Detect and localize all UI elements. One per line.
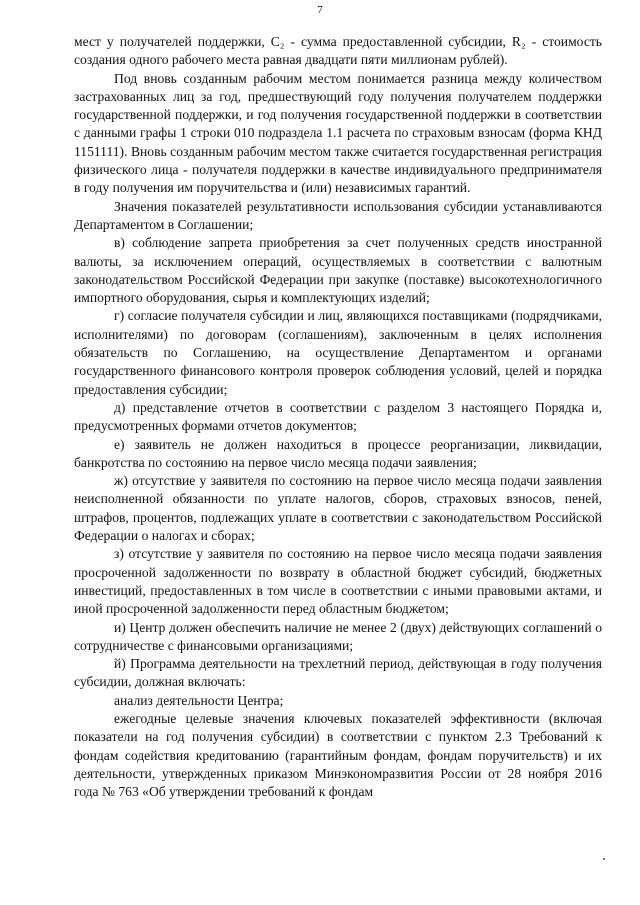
paragraph-item-i: и) Центр должен обеспечить наличие не менее 2 (двух) действующих соглашений о сотрудничестве с финансовыми организациями; xyxy=(74,619,602,653)
paragraph-item-g: г) согласие получателя субсидии и лиц, являющихся поставщиками (подрядчиками, исполнителями) по договорам (соглашениям), заключенным в целях исполнения обязательств по Соглашению, на осуществление Департаментом и органами государственного финансового контроля проверок соблюдения условий, целей и порядка предоставления субсидии; xyxy=(74,308,602,397)
paragraph-formula-continuation: мест у получателей поддержки, C₂ - сумма предоставленной субсидии, R₂ - стоимость создания одного рабочего места равная двадцати пяти миллионам рублей). xyxy=(74,34,602,68)
page-number: 7 xyxy=(317,4,323,16)
paragraph-item-d: д) представление отчетов в соответствии с разделом 3 настоящего Порядка и, предусмотренных формами отчетов документов; xyxy=(74,399,602,434)
scan-speck xyxy=(603,858,605,860)
body-text xyxy=(74,33,602,801)
paragraph-item-zh: ж) отсутствие у заявителя по состоянию на первое число месяца подачи заявления неисполненной обязанности по уплате налогов, сборов, страховых взносов, пеней, штрафов, процентов, подлежащих уплате в соответствии с законодательством Российской Федерации о налогах и сборах; xyxy=(74,473,602,544)
paragraph-item-z: з) отсутствие у заявителя по состоянию на первое число месяца подачи заявления просроченной задолженности по возврату в областной бюджет субсидий, бюджетных инвестиций, предоставленных в том числе в соответствии с иными правовыми актами, и иной просроченной задолженности перед областным бюджетом; xyxy=(74,546,602,617)
paragraph-item-e: е) заявитель не должен находиться в процессе реорганизации, ликвидации, банкротства по состоянию на первое число месяца подачи заявления; xyxy=(74,436,602,470)
paragraph-new-workplace-definition: Под вновь созданным рабочим местом понимается разница между количеством застрахованных лиц за год, предшествующий году получения получателем поддержки государственной поддержки, и год получения государственной поддержки в соответствии с данными графы 1 строки 010 подраздела 1.1 расчета по страховым взносам (форма КНД 1151111). Вновь созданным рабочим местом также считается государственная регистрация физического лица - получателя поддержки в качестве индивидуального предпринимателя в году получения им поручительства и (или) независимых гарантий. xyxy=(74,70,602,196)
paragraph-item-i-kratkoe: й) Программа деятельности на трехлетний период, действующая в году получения субсидии, должная включать: xyxy=(74,656,602,690)
paragraph-indicator-values: Значения показателей результативности использования субсидии устанавливаются Департаментом в Соглашении; xyxy=(74,198,602,232)
paragraph-target-values: ежегодные целевые значения ключевых показателей эффективности (включая показатели на год получения субсидии) в соответствии с пунктом 2.3 Требований к фондам содействия кредитованию (гарантийным фондам, фондам поручительств) и их деятельности, утвержденных приказом Минэкономразвития России от 28 ноября 2016 года № 763 «Об утверждении требований к фондам xyxy=(74,710,602,800)
paragraph-item-v: в) соблюдение запрета приобретения за счет полученных средств иностранной валюты, за исключением операций, осуществляемых в соответствии с валютным законодательством Российской Федерации при закупке (поставке) высокотехнологичного импортного оборудования, сырья и комплектующих изделий; xyxy=(74,235,602,306)
paragraph-analysis: анализ деятельности Центра; xyxy=(114,692,284,708)
